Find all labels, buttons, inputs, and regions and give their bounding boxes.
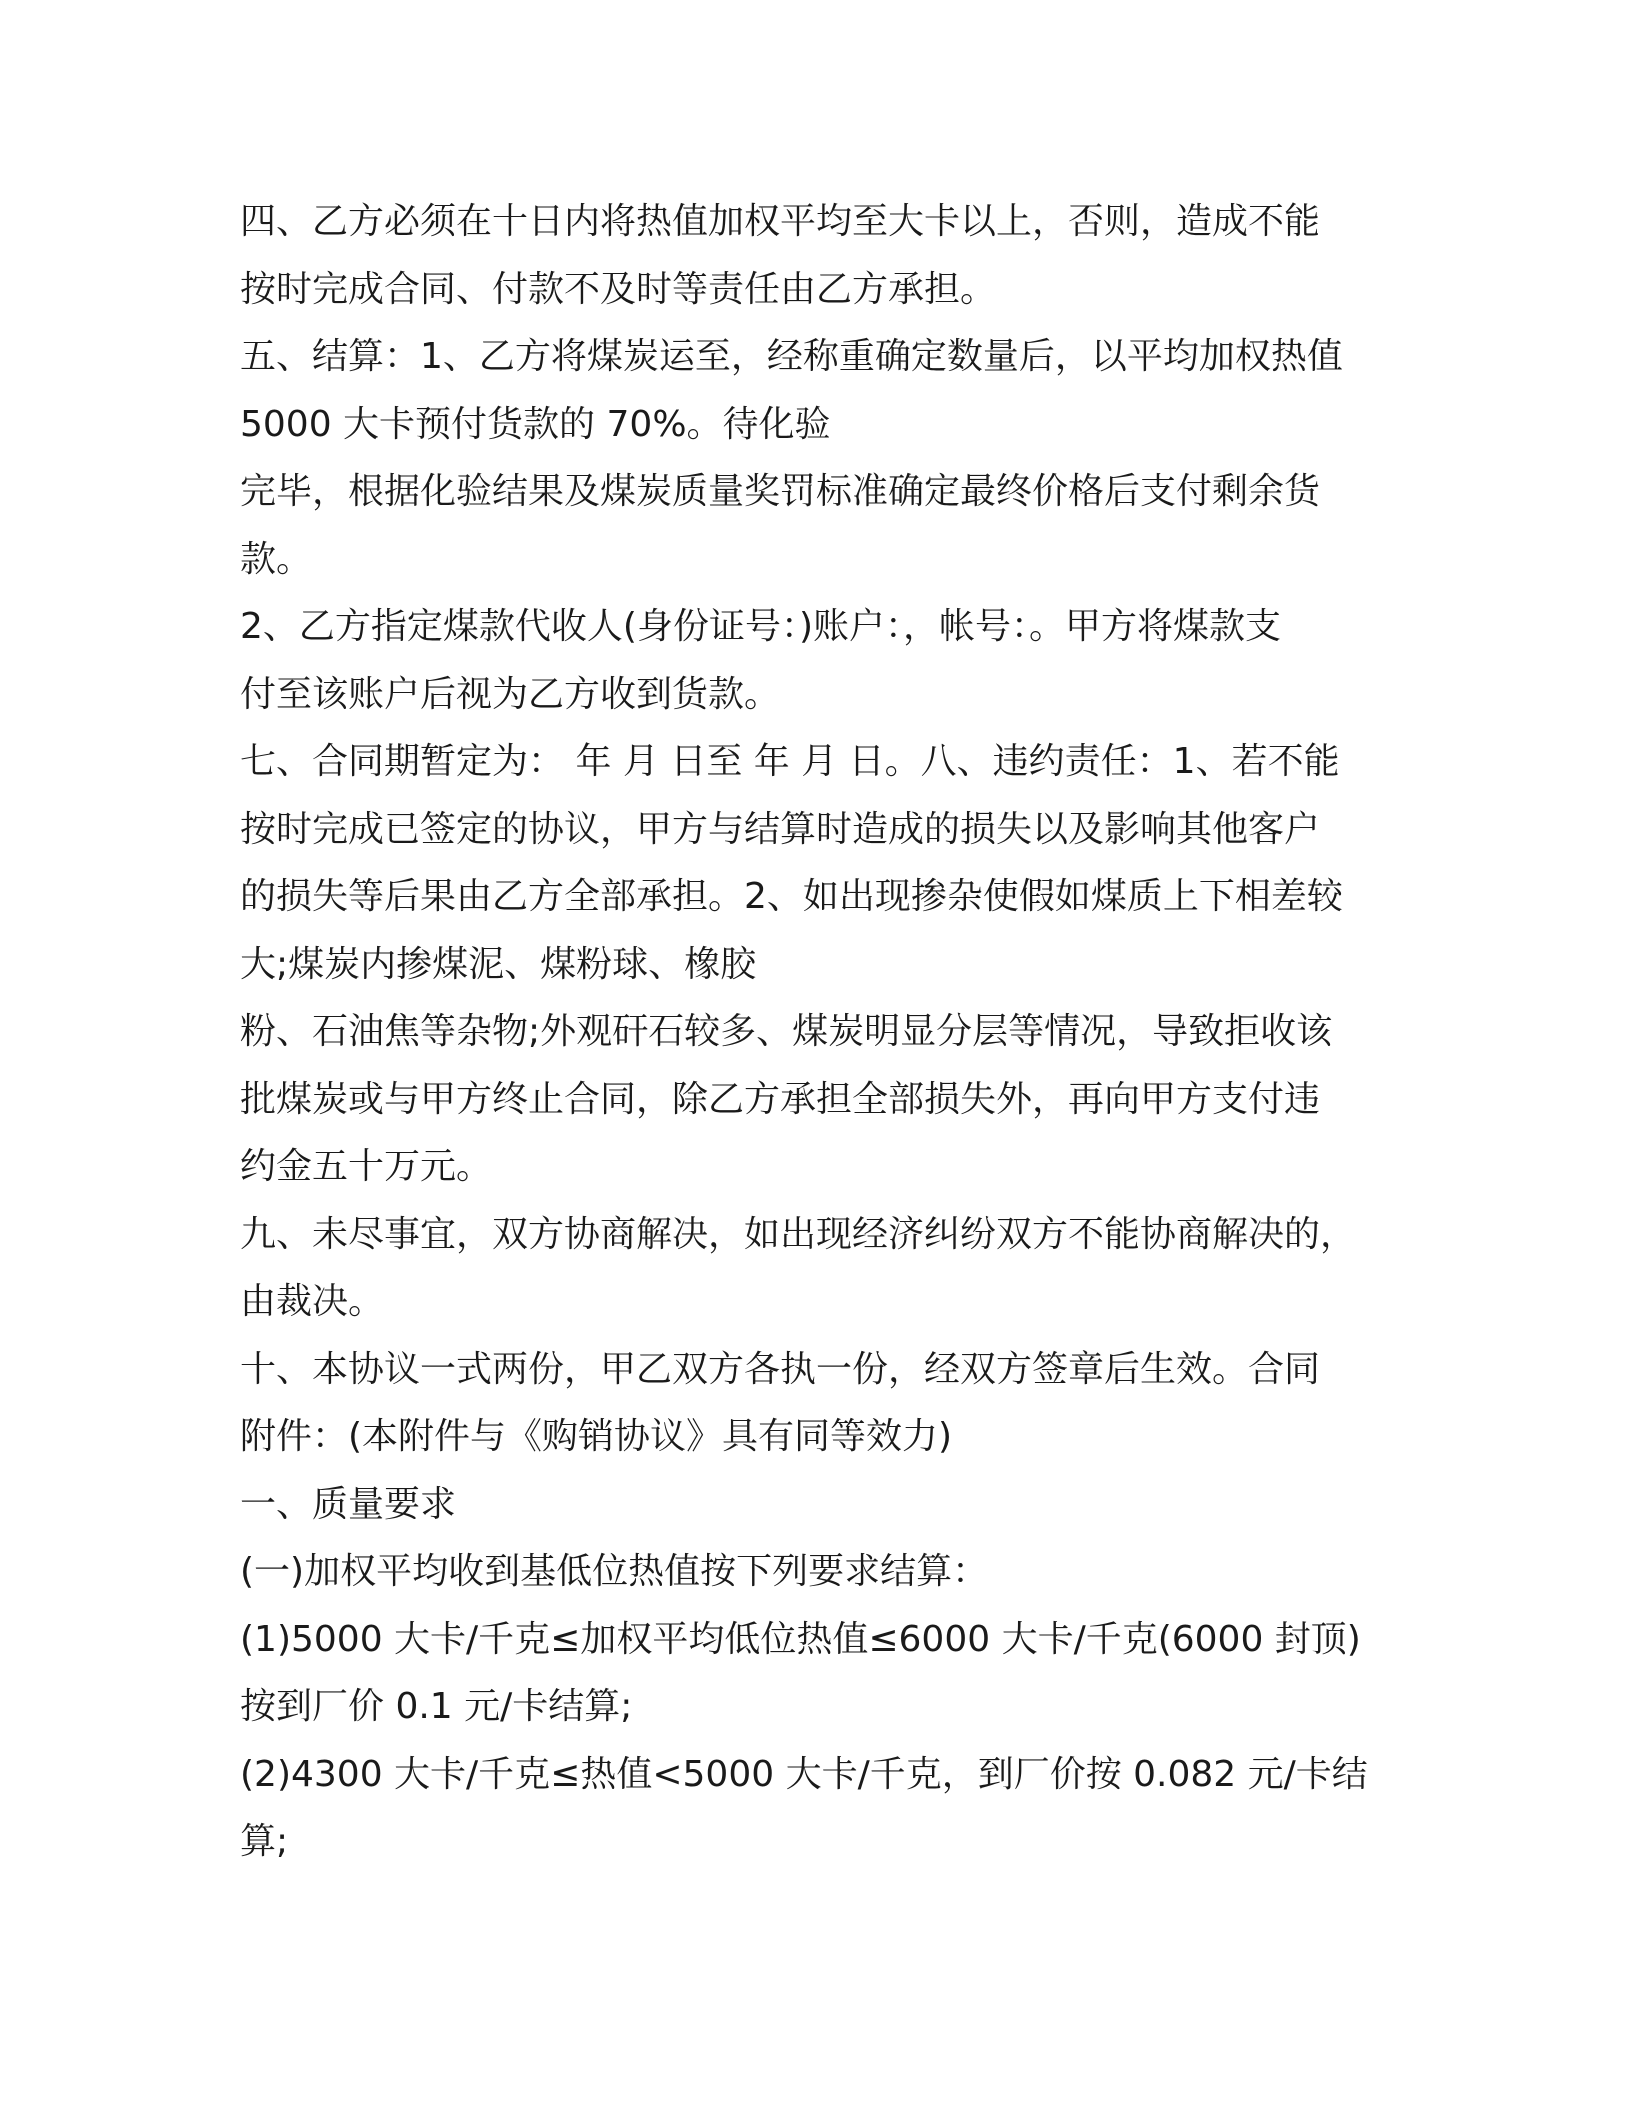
text-line: 按到厂价 0.1 元/卡结算;: [240, 1686, 633, 1727]
text-line: 算;: [240, 1821, 289, 1862]
text-line: 约金五十万元。: [240, 1146, 493, 1187]
text-line: 粉、石油焦等杂物;外观矸石较多、煤炭明显分层等情况，导致拒收该: [240, 1011, 1333, 1052]
text-line: 附件：(本附件与《购销协议》具有同等效力): [240, 1416, 953, 1457]
text-line: 2、乙方指定煤款代收人(身份证号：)账户：，帐号：。甲方将煤款支: [240, 606, 1281, 647]
document-body: [240, 188, 1400, 1876]
text-line: 十、本协议一式两份，甲乙双方各执一份，经双方签章后生效。合同: [240, 1348, 1321, 1390]
text-line: 七、合同期暂定为： 年 月 日至 年 月 日。八、违约责任：1、若不能: [240, 741, 1340, 782]
text-line: 五、结算：1、乙方将煤炭运至，经称重确定数量后，以平均加权热值: [240, 336, 1343, 377]
text-line: 由裁决。: [240, 1281, 385, 1322]
text-line: 的损失等后果由乙方全部承担。2、如出现掺杂使假如煤质上下相差较: [240, 876, 1343, 917]
text-line: 5000 大卡预付货款的 70%。待化验: [240, 403, 831, 445]
text-line: 批煤炭或与甲方终止合同，除乙方承担全部损失外，再向甲方支付违: [240, 1078, 1321, 1120]
text-line: 按时完成已签定的协议，甲方与结算时造成的损失以及影响其他客户: [240, 808, 1321, 850]
text-line: 大;煤炭内掺煤泥、煤粉球、橡胶: [240, 943, 757, 985]
text-line: (1)5000 大卡/千克≤加权平均低位热值≤6000 大卡/千克(6000 封顶): [240, 1618, 1361, 1660]
text-line: 九、未尽事宜，双方协商解决，如出现经济纠纷双方不能协商解决的，: [240, 1213, 1357, 1255]
text-line: 付至该账户后视为乙方收到货款。: [240, 673, 781, 715]
text-line: 按时完成合同、付款不及时等责任由乙方承担。: [240, 268, 997, 310]
text-line: 四、乙方必须在十日内将热值加权平均至大卡以上，否则，造成不能: [240, 201, 1321, 242]
text-line: (一)加权平均收到基低位热值按下列要求结算：: [240, 1551, 989, 1592]
text-line: 一、质量要求: [240, 1483, 457, 1525]
text-line: 完毕，根据化验结果及煤炭质量奖罚标准确定最终价格后支付剩余货: [240, 471, 1321, 512]
text-line: 款。: [240, 538, 313, 580]
text-line: (2)4300 大卡/千克≤热值<5000 大卡/千克，到厂价按 0.082 元/卡结: [240, 1753, 1368, 1795]
